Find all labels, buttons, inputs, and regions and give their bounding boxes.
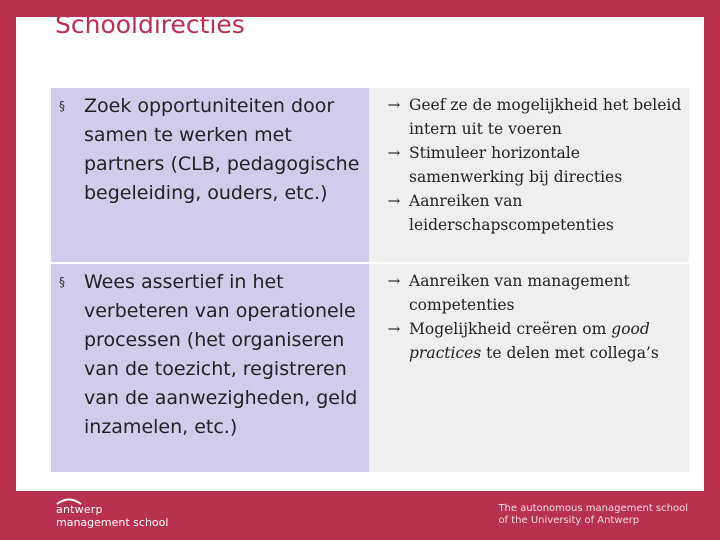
right-cell-1 [369,88,689,262]
arrow-right-icon: → [387,144,401,162]
arrow-right-icon: → [387,272,401,290]
left-cell-text: Zoek opportuniteiten door samen te werken met partners (CLB, pedagogische begeleiding, ouders, etc.) [84,95,360,204]
logo-text-line1: antwerp [56,503,103,516]
bullet-icon: § [59,275,65,289]
tagline-line2: of the University of Antwerp [498,515,640,526]
content-table [51,88,689,472]
arrow-right-icon: → [387,192,401,210]
logo-arc-icon [56,497,82,505]
list-item [379,141,683,189]
left-cell-text: Wees assertief in het verbeteren van operationele processen (het organiseren van de toezicht, registreren van de aanwezigheden, geld inzamelen, etc.) [84,271,358,438]
antwerp-logo [56,497,168,529]
arrow-right-icon: → [387,96,401,114]
left-cell-2 [51,264,369,472]
right-cell-2 [369,264,689,472]
arrow-right-icon: → [387,320,401,338]
list-item-text: Aanreiken van management competenties [409,272,630,314]
slide-title: Schooldirecties [55,10,245,39]
footer-tagline [498,503,688,527]
list-item-text: Stimuleer horizontale samenwerking bij directies [409,144,623,186]
list-item [379,189,683,237]
list-item-text: Mogelijkheid creëren om good practices te delen met collega’s [409,320,659,362]
logo-text-line2: management school [56,516,169,529]
bullet-icon: § [59,99,65,113]
list-item-text: Geef ze de mogelijkheid het beleid intern uit te voeren [409,96,682,138]
list-item [379,317,683,365]
list-item [379,269,683,317]
left-cell-1 [51,88,369,262]
emphasis-text: good practices [409,320,650,362]
tagline-line1: The autonomous management school [498,503,688,514]
list-item-text: Aanreiken van leiderschapscompetenties [409,192,614,234]
list-item [379,93,683,141]
